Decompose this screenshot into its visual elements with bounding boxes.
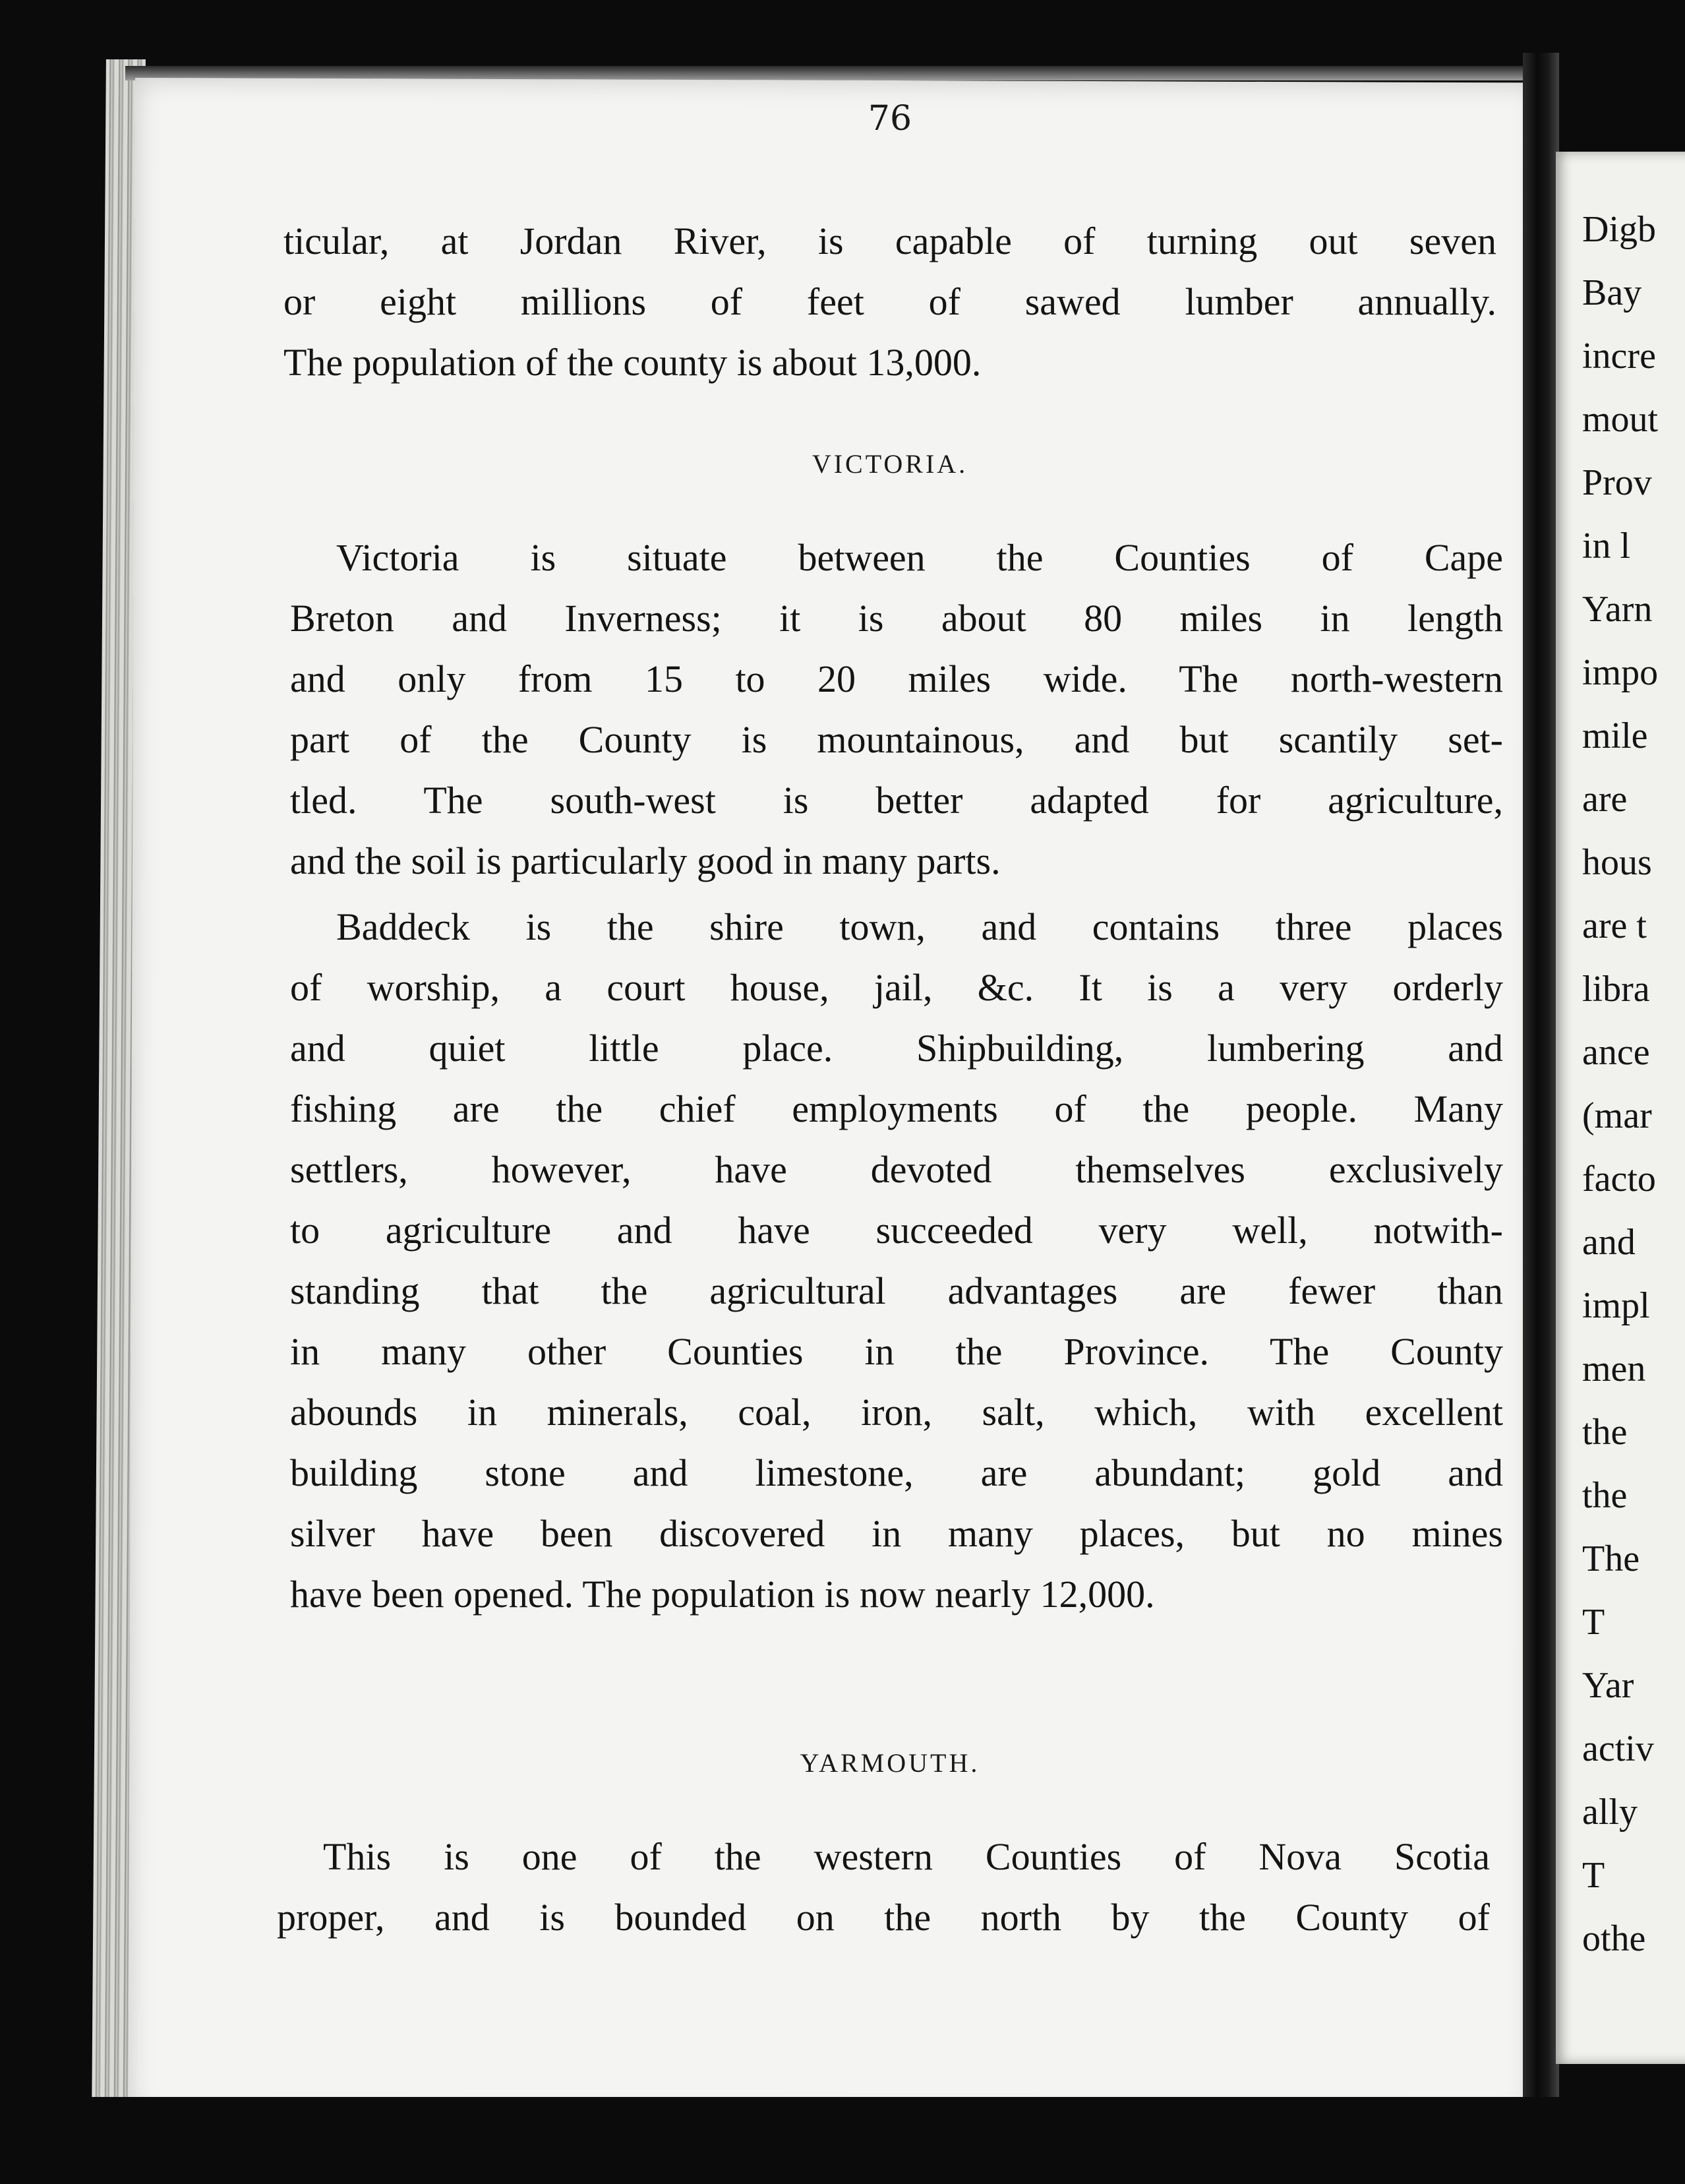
paragraph-line: settlers, however, have devoted themselves exclusively: [290, 1148, 1503, 1191]
facing-line: and: [1582, 1222, 1636, 1263]
paragraph-line: building stone and limestone, are abundant; gold and: [290, 1451, 1503, 1494]
paragraph-line: and only from 15 to 20 miles wide. The north-western: [290, 657, 1503, 700]
intro-paragraph: [283, 211, 1496, 393]
paragraph-line: part of the County is mountainous, and but scantily set-: [290, 718, 1503, 761]
facing-line: T: [1582, 1602, 1605, 1643]
facing-line: Digb: [1582, 209, 1656, 250]
book-gutter: [1523, 53, 1559, 2150]
victoria-paragraph-2: [290, 897, 1503, 1625]
paragraph-line: of worship, a court house, jail, &c. It is a very orderly: [290, 966, 1503, 1009]
facing-line: impo: [1582, 652, 1659, 693]
facing-line: are: [1582, 779, 1628, 820]
paragraph-line: and quiet little place. Shipbuilding, lumbering and: [290, 1027, 1503, 1070]
intro-line: ticular, at Jordan River, is capable of turning out seven: [283, 220, 1496, 262]
facing-line: incre: [1582, 336, 1656, 377]
facing-line: Bay: [1582, 272, 1642, 313]
facing-line: the: [1582, 1475, 1628, 1516]
facing-line: hous: [1582, 842, 1652, 883]
facing-line: othe: [1582, 1918, 1646, 1959]
paragraph-line: Baddeck is the shire town, and contains three places: [336, 905, 1503, 948]
paragraph-line: to agriculture and have succeeded very well, notwith-: [290, 1209, 1503, 1252]
scan-bottom-border: [0, 2097, 1685, 2184]
facing-line: mile: [1582, 715, 1648, 756]
facing-line: are t: [1582, 905, 1647, 946]
facing-line: Yar: [1582, 1665, 1634, 1706]
paragraph-line: in many other Counties in the Province. The County: [290, 1330, 1503, 1373]
victoria-heading: VICTORIA.: [812, 449, 968, 479]
intro-line: The population of the county is about 13,000.: [283, 341, 982, 384]
yarmouth-paragraph-1: [277, 1827, 1490, 1948]
facing-line: impl: [1582, 1285, 1650, 1326]
facing-line: T: [1582, 1855, 1605, 1896]
yarmouth-heading: YARMOUTH.: [800, 1748, 980, 1778]
facing-line: in l: [1582, 526, 1631, 566]
facing-line: activ: [1582, 1728, 1654, 1769]
victoria-paragraph-1: [290, 528, 1503, 892]
paragraph-line: proper, and is bounded on the north by the County of: [277, 1896, 1490, 1939]
paragraph-line: tled. The south-west is better adapted for agriculture,: [290, 779, 1503, 822]
paragraph-line: have been opened. The population is now nearly 12,000.: [290, 1573, 1155, 1616]
facing-line: Yarn: [1582, 589, 1653, 630]
facing-line: The: [1582, 1538, 1640, 1579]
paragraph-line: fishing are the chief employments of the people. Many: [290, 1087, 1503, 1130]
page-number: 76: [868, 99, 912, 138]
facing-line: ally: [1582, 1792, 1638, 1833]
paragraph-line: This is one of the western Counties of Nova Scotia: [323, 1835, 1490, 1878]
facing-line: Prov: [1582, 462, 1652, 503]
facing-line: ance: [1582, 1032, 1650, 1073]
paragraph-line: Victoria is situate between the Counties of Cape: [336, 536, 1503, 579]
facing-line: mout: [1582, 399, 1659, 440]
paragraph-line: and the soil is particularly good in many parts.: [290, 839, 1001, 882]
paragraph-line: standing that the agricultural advantages are fewer than: [290, 1269, 1503, 1312]
intro-line: or eight millions of feet of sawed lumber annually.: [283, 280, 1496, 323]
facing-page-fragments: [1582, 198, 1685, 1970]
facing-line: facto: [1582, 1159, 1656, 1199]
paragraph-line: silver have been discovered in many places, but no mines: [290, 1512, 1503, 1555]
facing-line: (mar: [1582, 1095, 1652, 1136]
paragraph-line: abounds in minerals, coal, iron, salt, which, with excellent: [290, 1391, 1503, 1434]
facing-line: libra: [1582, 969, 1650, 1010]
paragraph-line: Breton and Inverness; it is about 80 miles in length: [290, 597, 1503, 640]
facing-line: men: [1582, 1349, 1646, 1389]
facing-line: the: [1582, 1412, 1628, 1453]
